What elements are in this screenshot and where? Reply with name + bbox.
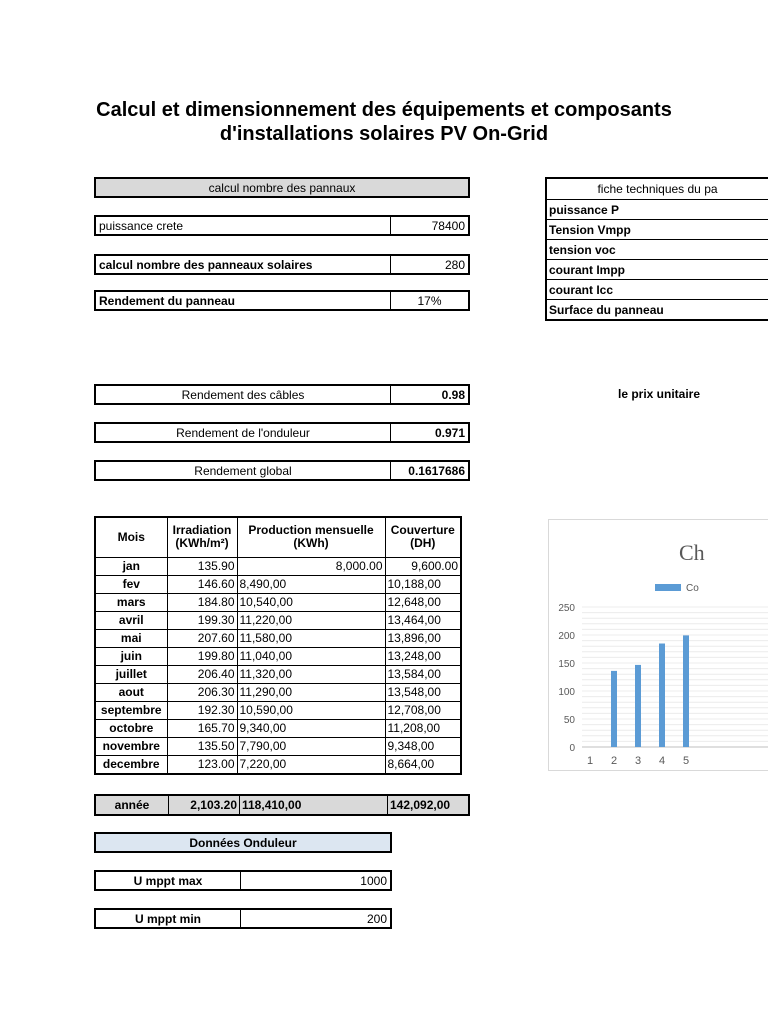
chart-title: Ch: [679, 540, 705, 565]
y-tick-label: 150: [558, 659, 575, 670]
header-production-l2: (KWh): [293, 536, 329, 551]
month-cell[interactable]: mars: [95, 593, 167, 611]
umppt-max-row: [94, 870, 392, 891]
irradiation-cell[interactable]: 146.60: [167, 575, 237, 593]
rendement-onduleur-value[interactable]: 0.971: [390, 424, 468, 441]
irradiation-cell[interactable]: 184.80: [167, 593, 237, 611]
fiche-row-tension-voc: tension voc: [547, 240, 768, 260]
production-cell[interactable]: 7,220,00: [237, 755, 385, 774]
month-cell[interactable]: avril: [95, 611, 167, 629]
production-cell[interactable]: 10,590,00: [237, 701, 385, 719]
irradiation-cell[interactable]: 135.90: [167, 557, 237, 575]
rendement-cables-row: [94, 384, 470, 405]
panneaux-header-label: calcul nombre des pannaux: [208, 180, 356, 195]
fiche-row-surface: Surface du panneau: [549, 302, 664, 317]
table-row: [95, 701, 461, 719]
y-tick-label: 200: [558, 631, 575, 642]
production-cell[interactable]: 11,320,00: [237, 665, 385, 683]
header-production-l1: Production mensuelle: [248, 523, 374, 538]
production-cell[interactable]: 11,580,00: [237, 629, 385, 647]
x-tick-label: 5: [682, 755, 690, 767]
chart-bar[interactable]: [659, 644, 665, 747]
table-row: [95, 557, 461, 575]
monthly-table: [94, 516, 462, 775]
month-cell[interactable]: mai: [95, 629, 167, 647]
nombre-panneaux-label: calcul nombre des panneaux solaires: [99, 257, 313, 272]
x-tick-label: 3: [634, 755, 642, 767]
nombre-panneaux-value[interactable]: 280: [390, 256, 468, 273]
umppt-min-row: [94, 908, 392, 929]
chart-svg: [549, 520, 768, 771]
chart-bar[interactable]: [635, 665, 641, 747]
y-tick-label: 50: [563, 715, 575, 726]
x-tick-label: 4: [658, 755, 666, 767]
header-production: [237, 517, 385, 557]
panneaux-header: [94, 177, 470, 198]
couverture-cell[interactable]: 11,208,00: [385, 719, 461, 737]
table-row: [95, 647, 461, 665]
legend-label: Co: [686, 583, 699, 594]
irradiation-chart[interactable]: [548, 519, 768, 771]
rendement-panneau-value[interactable]: 17%: [390, 292, 468, 309]
couverture-cell[interactable]: 13,248,00: [385, 647, 461, 665]
rendement-panneau-row: [94, 290, 470, 311]
y-tick-label: 100: [558, 687, 575, 698]
y-tick-label: 0: [569, 743, 575, 754]
fiche-row-puissance: puissance P: [547, 200, 768, 220]
table-row: [95, 665, 461, 683]
onduleur-header: [94, 832, 392, 853]
table-row: [95, 629, 461, 647]
rendement-cables-value[interactable]: 0.98: [390, 386, 468, 403]
fiche-row-tension-vmpp: Tension Vmpp: [547, 220, 768, 240]
x-tick-label: 1: [586, 755, 594, 767]
irradiation-cell[interactable]: 199.80: [167, 647, 237, 665]
month-cell[interactable]: juillet: [95, 665, 167, 683]
couverture-cell[interactable]: 8,664,00: [385, 755, 461, 774]
header-couverture: [385, 517, 461, 557]
irradiation-cell[interactable]: 199.30: [167, 611, 237, 629]
production-cell[interactable]: 11,220,00: [237, 611, 385, 629]
puissance-crete-value[interactable]: 78400: [390, 217, 468, 234]
irradiation-cell[interactable]: 192.30: [167, 701, 237, 719]
annee-label: année: [114, 798, 150, 812]
rendement-cables-label: Rendement des câbles: [181, 387, 305, 402]
month-cell[interactable]: novembre: [95, 737, 167, 755]
annee-row: [94, 794, 470, 816]
y-tick-label: 250: [558, 603, 575, 614]
irradiation-cell[interactable]: 206.30: [167, 683, 237, 701]
header-couverture-l1: Couverture: [390, 523, 455, 538]
umppt-min-label: U mppt min: [135, 911, 201, 926]
couverture-cell[interactable]: 13,584,00: [385, 665, 461, 683]
fiche-technique-header: fiche techniques du pa: [547, 179, 768, 200]
couverture-cell[interactable]: 9,348,00: [385, 737, 461, 755]
fiche-row-courant-impp: courant Impp: [547, 260, 768, 280]
nombre-panneaux-row: [94, 254, 470, 275]
x-tick-label: 2: [610, 755, 618, 767]
header-irradiation-l1: Irradiation: [172, 523, 232, 538]
title-line-1: Calcul et dimensionnement des équipements et composants: [96, 99, 672, 121]
month-cell[interactable]: octobre: [95, 719, 167, 737]
production-cell[interactable]: 9,340,00: [237, 719, 385, 737]
header-irradiation: [167, 517, 237, 557]
rendement-global-value[interactable]: 0.1617686: [390, 462, 468, 479]
chart-bar[interactable]: [611, 671, 617, 747]
month-cell[interactable]: aout: [95, 683, 167, 701]
month-cell[interactable]: septembre: [95, 701, 167, 719]
irradiation-cell[interactable]: 207.60: [167, 629, 237, 647]
prix-unitaire-label: le prix unitaire: [618, 387, 701, 401]
couverture-cell[interactable]: 10,188,00: [385, 575, 461, 593]
chart-bar[interactable]: [683, 635, 689, 747]
couverture-cell[interactable]: 9,600.00: [385, 557, 461, 575]
month-cell[interactable]: fev: [95, 575, 167, 593]
table-row: [95, 683, 461, 701]
rendement-panneau-label: Rendement du panneau: [99, 293, 236, 308]
header-irradiation-l2: (KWh/m²): [175, 536, 229, 551]
umppt-min-value[interactable]: 200: [240, 910, 390, 927]
production-cell[interactable]: 7,790,00: [237, 737, 385, 755]
month-cell[interactable]: jan: [95, 557, 167, 575]
production-cell[interactable]: 8,000.00: [237, 557, 385, 575]
irradiation-cell[interactable]: 123.00: [167, 755, 237, 774]
couverture-cell[interactable]: 12,648,00: [385, 593, 461, 611]
production-cell[interactable]: 10,540,00: [237, 593, 385, 611]
couverture-cell[interactable]: 13,548,00: [385, 683, 461, 701]
rendement-global-label: Rendement global: [194, 463, 292, 478]
production-cell[interactable]: 11,040,00: [237, 647, 385, 665]
umppt-max-label: U mppt max: [133, 873, 203, 888]
rendement-global-row: [94, 460, 470, 481]
table-row: [95, 719, 461, 737]
couverture-cell[interactable]: 13,896,00: [385, 629, 461, 647]
onduleur-header-label: Données Onduleur: [189, 835, 297, 850]
table-row: [95, 737, 461, 755]
rendement-onduleur-label: Rendement de l'onduleur: [176, 425, 310, 440]
puissance-crete-label: puissance crete: [99, 218, 184, 233]
irradiation-cell[interactable]: 135.50: [167, 737, 237, 755]
table-row: [95, 593, 461, 611]
table-row: [95, 755, 461, 774]
header-mois: Mois: [95, 517, 167, 557]
header-couverture-l2: (DH): [410, 536, 436, 551]
title-line-2: d'installations solaires PV On-Grid: [219, 123, 549, 145]
fiche-row-courant-icc: courant Icc: [547, 280, 768, 300]
production-cell[interactable]: 8,490,00: [237, 575, 385, 593]
legend-swatch: [655, 584, 681, 591]
rendement-onduleur-row: [94, 422, 470, 443]
annee-irradiation[interactable]: 2,103.20: [168, 796, 239, 814]
production-cell[interactable]: 11,290,00: [237, 683, 385, 701]
couverture-cell[interactable]: 12,708,00: [385, 701, 461, 719]
table-row: [95, 575, 461, 593]
annee-production[interactable]: 118,410,00: [239, 796, 387, 814]
puissance-crete-row: [94, 215, 470, 236]
couverture-cell[interactable]: 13,464,00: [385, 611, 461, 629]
month-cell[interactable]: decembre: [95, 755, 167, 774]
table-row: [95, 611, 461, 629]
umppt-max-value[interactable]: 1000: [240, 872, 390, 889]
month-cell[interactable]: juin: [95, 647, 167, 665]
irradiation-cell[interactable]: 165.70: [167, 719, 237, 737]
annee-couverture[interactable]: 142,092,00: [387, 796, 468, 814]
fiche-technique-table: [545, 177, 768, 321]
irradiation-cell[interactable]: 206.40: [167, 665, 237, 683]
